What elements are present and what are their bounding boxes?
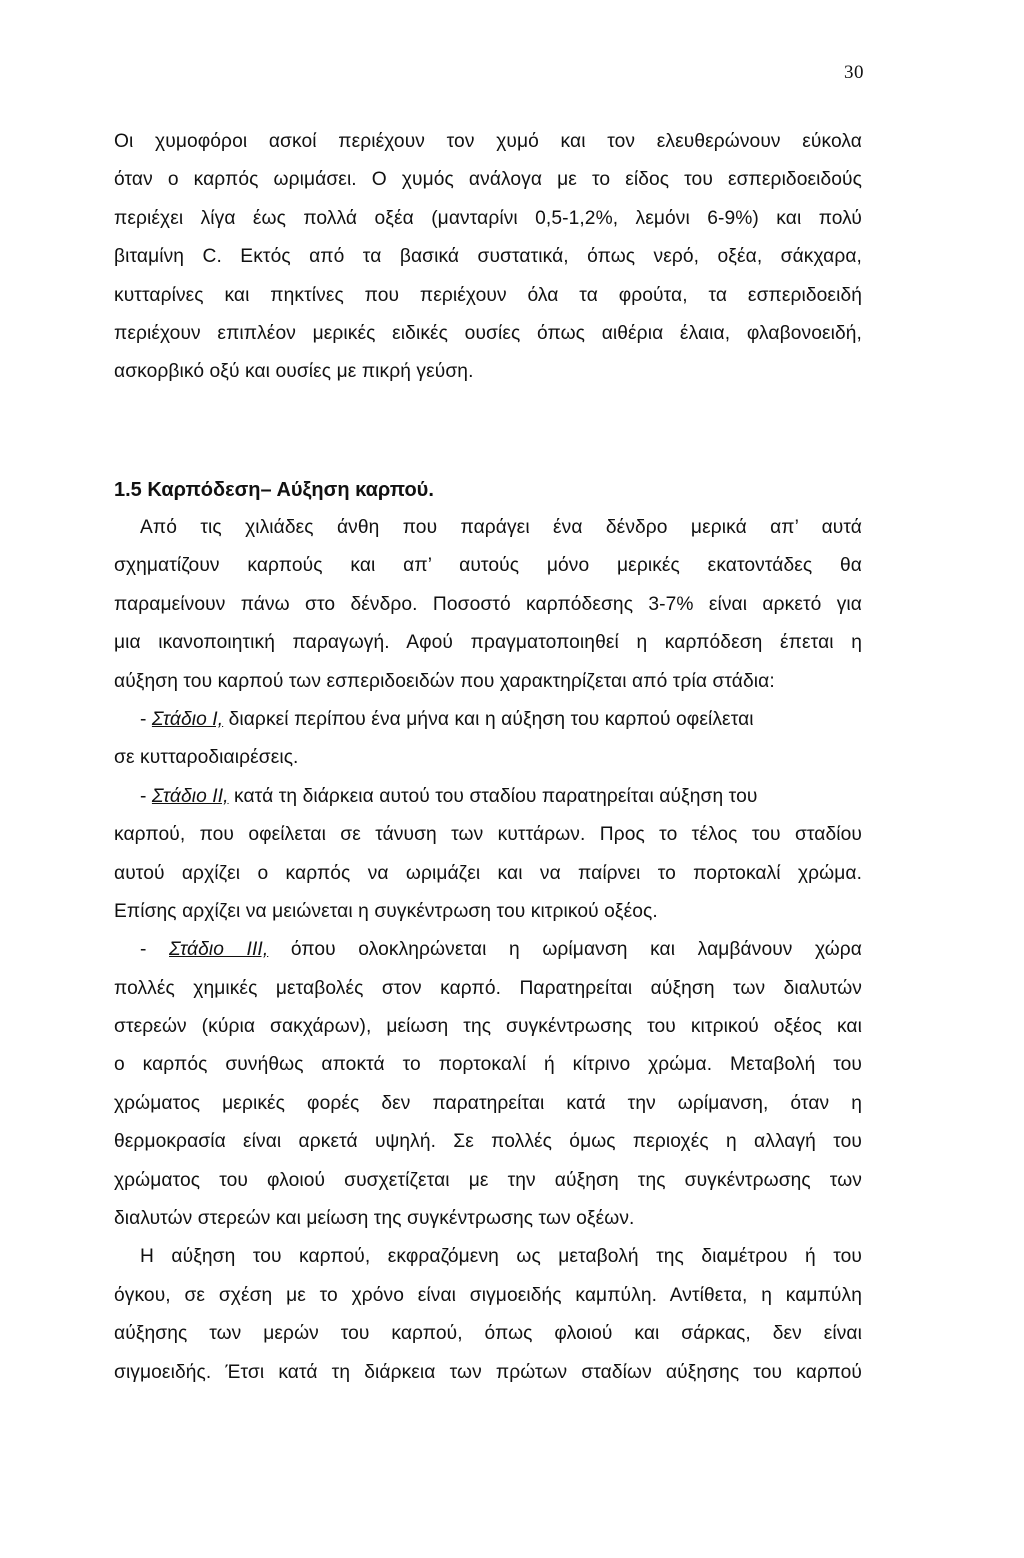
stage-3-text: όπου ολοκληρώνεται η ωρίμανση και λαμβάνουν χώρα: [268, 939, 862, 961]
stage-3-label: Στάδιο ΙΙΙ,: [169, 939, 269, 961]
text-line: Οι χυμοφόροι ασκοί περιέχουν τον χυμό και τον ελευθερώνουν εύκολα: [114, 131, 862, 152]
stage-3-item: [114, 931, 862, 969]
text-line: όταν ο καρπός ωριμάσει. Ο χυμός ανάλογα με το είδος του εσπεριδοειδούς: [114, 169, 862, 191]
list-dash: -: [140, 785, 152, 807]
text-line: βιταμίνη C. Εκτός από τα βασικά συστατικά, όπως νερό, οξέα, σάκχαρα,: [114, 246, 862, 268]
text-line: στερεών (κύρια σακχάρων), μείωση της συγκέντρωσης του κιτρικού οξέος και: [114, 1016, 862, 1038]
text-line: χρώματος του φλοιού συσχετίζεται με την αύξηση της συγκέντρωσης των: [114, 1169, 862, 1191]
text-line: σιγμοειδής. Έτσι κατά τη διάρκεια των πρώτων σταδίων αύξησης του καρπού: [114, 1361, 862, 1383]
text-line: καρπού, που οφείλεται σε τάνυση των κυττάρων. Προς το τέλος του σταδίου: [114, 824, 862, 846]
text-line: θερμοκρασία είναι αρκετά υψηλή. Σε πολλές όμως περιοχές η αλλαγή του: [114, 1131, 862, 1153]
paragraph-fruit-set: [114, 509, 862, 1392]
page-number: 30: [844, 62, 864, 83]
stage-2-item: [114, 778, 862, 816]
text-line: χρώματος μερικές φορές δεν παρατηρείται κατά την ωρίμανση, όταν η: [114, 1092, 862, 1114]
stage-2-text: κατά τη διάρκεια αυτού του σταδίου παρατηρείται αύξηση του: [228, 785, 758, 807]
list-dash: -: [140, 708, 152, 730]
text-line: ο καρπός συνήθως αποκτά το πορτοκαλί ή κίτρινο χρώμα. Μεταβολή του: [114, 1054, 862, 1076]
stage-2-label: Στάδιο ΙΙ,: [151, 785, 229, 807]
text-line: Από τις χιλιάδες άνθη που παράγει ένα δένδρο μερικά απ’ αυτά: [140, 517, 862, 538]
stage-1-text: διαρκεί περίπου ένα μήνα και η αύξηση του καρπού οφείλεται: [223, 708, 754, 730]
text-line: αυτού αρχίζει ο καρπός να ωριμάζει και να παίρνει το πορτοκαλί χρώμα.: [114, 862, 862, 884]
text-line: Η αύξηση του καρπού, εκφραζόμενη ως μεταβολή της διαμέτρου ή του: [140, 1246, 862, 1268]
stage-1-item: [114, 701, 862, 739]
text-line: πολλές χημικές μεταβολές στον καρπό. Παρατηρείται αύξηση των διαλυτών: [114, 977, 862, 999]
list-dash: -: [140, 939, 170, 961]
text-line: μια ικανοποιητική παραγωγή. Αφού πραγματοποιηθεί η καρπόδεση έπεται η: [114, 632, 862, 654]
text-line: όγκου, σε σχέση με το χρόνο είναι σιγμοειδής καμπύλη. Αντίθετα, η καμπύλη: [114, 1284, 862, 1306]
text-line: διαλυτών στερεών και μείωση της συγκέντρωσης των οξέων.: [114, 1208, 635, 1230]
stage-1-label: Στάδιο Ι,: [151, 708, 224, 730]
text-line: αύξησης των μερών του καρπού, όπως φλοιού και σάρκας, δεν είναι: [114, 1323, 862, 1345]
text-line: σχηματίζουν καρπούς και απ’ αυτούς μόνο μερικές εκατοντάδες θα: [114, 555, 862, 577]
text-line: σε κυτταροδιαιρέσεις.: [114, 747, 299, 769]
text-line: περιέχουν επιπλέον μερικές ειδικές ουσίες όπως αιθέρια έλαια, φλαβονοειδή,: [114, 322, 862, 344]
text-line: Επίσης αρχίζει να μειώνεται η συγκέντρωση του κιτρικού οξέος.: [114, 900, 658, 922]
text-line: παραμείνουν πάνω στο δένδρο. Ποσοστό καρπόδεσης 3-7% είναι αρκετό για: [114, 593, 862, 615]
text-line: κυτταρίνες και πηκτίνες που περιέχουν όλα τα φρούτα, τα εσπεριδοειδή: [114, 284, 862, 306]
text-line: περιέχει λίγα έως πολλά οξέα (μανταρίνι 0,5-1,2%, λεμόνι 6-9%) και πολύ: [114, 207, 862, 229]
text-line: ασκορβικό οξύ και ουσίες με πικρή γεύση.: [114, 361, 474, 383]
section-heading: 1.5 Καρπόδεση– Αύξηση καρπού.: [114, 479, 434, 501]
text-line: αύξηση του καρπού των εσπεριδοειδών που χαρακτηρίζεται από τρία στάδια:: [114, 670, 775, 692]
paragraph-citrus-juice: [114, 123, 862, 392]
